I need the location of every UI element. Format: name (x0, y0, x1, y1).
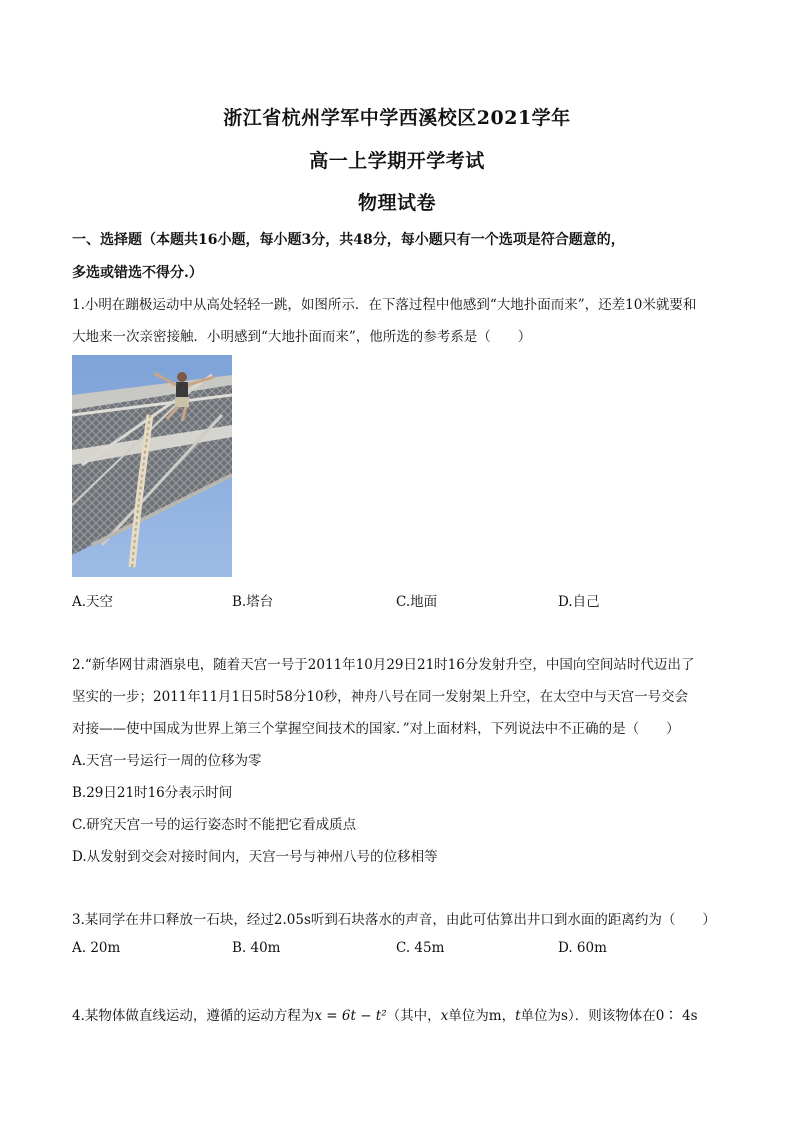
q2-text-line3: 对接——使中国成为世界上第三个掌握空间技术的国家．”对上面材料，下列说法中不正确的是（ ） (72, 721, 680, 737)
q2-option-a: A.天宫一号运行一周的位移为零 (72, 753, 262, 769)
q2-option-b: B.29日21时16分表示时间 (72, 785, 233, 801)
q4-text-pre: 4.某物体做直线运动，遵循的运动方程为 (72, 1008, 315, 1024)
q1-option-d: D.自己 (558, 594, 600, 610)
q4-unit-x: 单位为m， (448, 1008, 516, 1024)
exam-title-line2: 高一上学期开学考试 (309, 150, 485, 172)
q3-option-d: D. 60m (558, 940, 607, 956)
q4-unit-t: 单位为s）．则该物体在0∶ 4s (520, 1008, 698, 1024)
q1-option-a: A.天空 (72, 594, 114, 610)
exam-title-line3: 物理试卷 (357, 192, 436, 214)
q4-equation: x = 6t − t² (314, 1008, 387, 1024)
q2-option-d: D.从发射到交会对接时间内，天宫一号与神州八号的位移相等 (72, 849, 438, 865)
q3-option-a: A. 20m (72, 940, 121, 956)
q4-var-x: x (440, 1008, 449, 1024)
q2-text-line1: 2.“新华网甘肃酒泉电，随着天宫一号于2011年10月29日21时16分发射升空，中国向空间站时代迈出了 (72, 657, 695, 673)
bungee-jump-photo (72, 355, 232, 577)
q2-option-c: C.研究天宫一号的运行姿态时不能把它看成质点 (72, 817, 357, 833)
q1-option-b: B.塔台 (232, 594, 274, 610)
q3-option-b: B. 40m (232, 940, 281, 956)
q4-text-post: （其中， (386, 1008, 441, 1024)
q2-text-line2: 坚实的一步；2011年11月1日5时58分10秒，神舟八号在同一发射架上升空，在太空中与天宫一号交会 (72, 689, 689, 705)
q4-var-t: t (515, 1008, 521, 1024)
q3-option-c: C. 45m (396, 940, 445, 956)
q1-text-line2: 大地来一次亲密接触．小明感到“大地扑面而来”，他所选的参考系是（ ） (72, 329, 532, 345)
section-heading-line1: 一、选择题（本题共16小题，每小题3分，共48分，每小题只有一个选项是符合题意的， (72, 232, 625, 248)
q1-text-line1: 1.小明在蹦极运动中从高处轻轻一跳，如图所示．在下落过程中他感到“大地扑面而来”，还差10米就要和 (72, 297, 697, 313)
q4-text-line1 (72, 1004, 698, 1024)
section-heading-line2: 多选或错选不得分.） (72, 265, 203, 281)
exam-title-line1: 浙江省杭州学军中学西溪校区2021学年 (223, 107, 571, 129)
q1-option-c: C.地面 (396, 594, 438, 610)
q3-text-line1: 3.某同学在井口释放一石块，经过2.05s听到石块落水的声音，由此可估算出井口到水面的距离约为（ ） (72, 912, 716, 928)
